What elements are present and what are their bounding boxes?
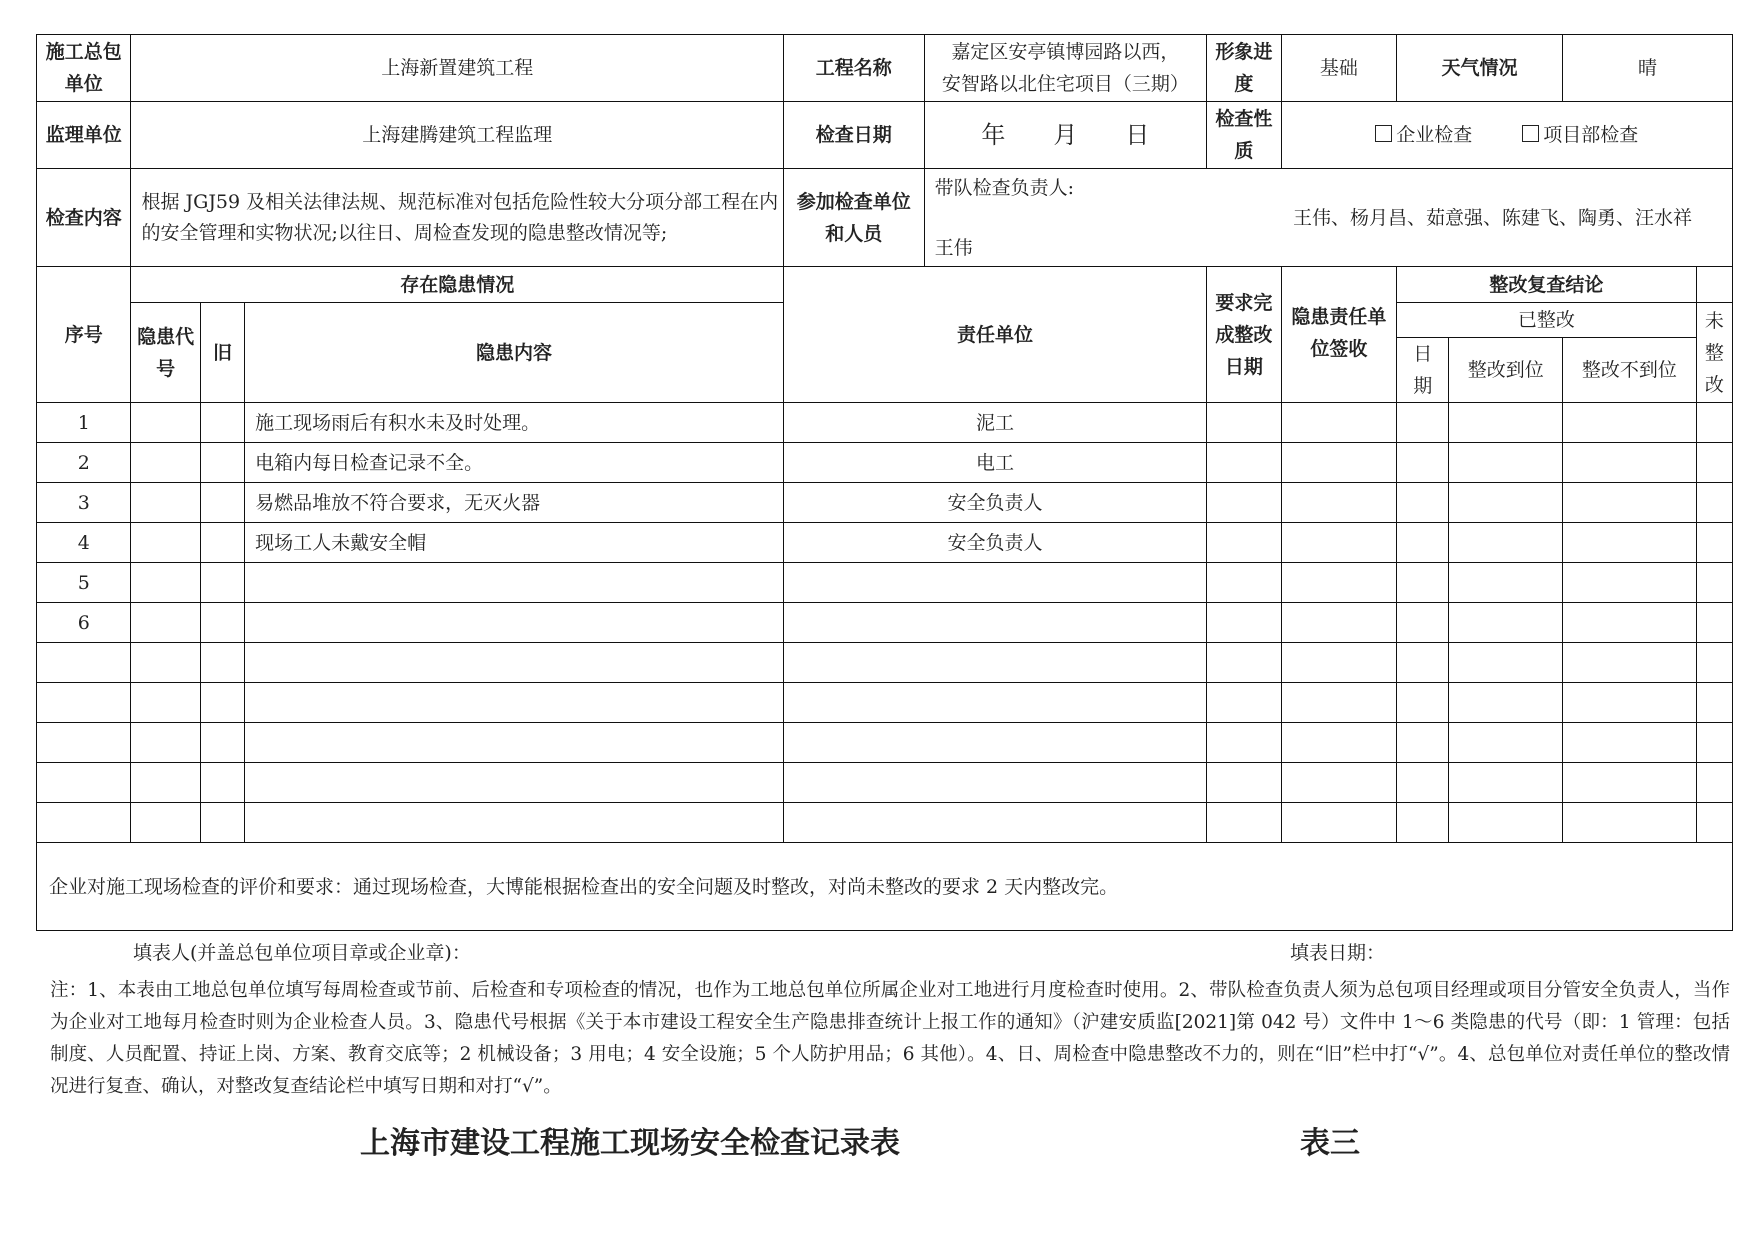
deadline-cell[interactable] — [1207, 483, 1281, 523]
not-in-place-cell[interactable] — [1563, 643, 1697, 683]
hazard-code-header: 隐患代号 — [131, 303, 200, 403]
not-rectified-cell[interactable] — [1696, 803, 1732, 843]
responsible-unit-cell[interactable] — [783, 603, 1206, 643]
deadline-cell[interactable] — [1207, 683, 1281, 723]
not-in-place-cell[interactable] — [1563, 683, 1697, 723]
table-row — [37, 483, 1733, 523]
leader-label: 带队检查负责人: — [934, 176, 1075, 199]
enterprise-check-label: 企业检查 — [1396, 124, 1473, 146]
supervisor-label: 监理单位 — [37, 102, 131, 169]
sign-cell[interactable] — [1281, 643, 1397, 683]
table-row — [37, 403, 1733, 443]
seq-cell: 2 — [37, 443, 131, 483]
contractor-label: 施工总包单位 — [37, 35, 131, 102]
old-cell[interactable] — [200, 723, 244, 763]
responsible-unit-cell[interactable]: 电工 — [783, 443, 1206, 483]
responsible-unit-cell[interactable] — [783, 563, 1206, 603]
table-row — [37, 603, 1733, 643]
hazard-content-cell[interactable]: 电箱内每日检查记录不全。 — [245, 443, 784, 483]
review-header: 整改复查结论 — [1397, 267, 1697, 303]
old-cell[interactable] — [200, 443, 244, 483]
not-in-place-cell[interactable] — [1563, 763, 1697, 803]
table-row — [37, 803, 1733, 843]
hazard-code-cell[interactable] — [131, 443, 200, 483]
participants-label: 参加检查单位和人员 — [783, 169, 924, 267]
hazard-content-cell[interactable] — [245, 603, 784, 643]
sign-cell[interactable] — [1281, 483, 1397, 523]
responsible-unit-cell[interactable]: 泥工 — [783, 403, 1206, 443]
responsible-unit-cell[interactable]: 安全负责人 — [783, 523, 1206, 563]
inspection-date-value[interactable]: 年 月 日 — [924, 102, 1206, 169]
not-in-place-cell[interactable] — [1563, 523, 1697, 563]
hazard-content-cell[interactable] — [245, 563, 784, 603]
not-rectified-cell[interactable] — [1696, 563, 1732, 603]
in-place-cell[interactable] — [1449, 723, 1563, 763]
not-in-place-cell[interactable] — [1563, 403, 1697, 443]
old-cell[interactable] — [200, 803, 244, 843]
table-row — [37, 443, 1733, 483]
review-date-cell[interactable] — [1397, 643, 1449, 683]
sign-cell[interactable] — [1281, 443, 1397, 483]
deadline-cell[interactable] — [1207, 443, 1281, 483]
responsible-unit-cell[interactable]: 安全负责人 — [783, 483, 1206, 523]
old-cell[interactable] — [200, 643, 244, 683]
hazard-content-cell[interactable] — [245, 763, 784, 803]
in-place-cell[interactable] — [1449, 443, 1563, 483]
notes-paragraph: 注：1、本表由工地总包单位填写每周检查或节前、后检查和专项检查的情况，也作为工地总包单位所属企业对工地进行月度检查时使用。2、带队检查负责人须为总包项目经理或项目分管安全负责人，当作为企业对工地每月检查时则为企业检查人员。3、隐患代号根据《关于本市建设工程安全生产隐患排查统计上报工作的通知》（沪建安质监[2021]第 042 号）文件中 1～6 类隐患的代号（即：1 管理：包括制度、人员配置、持证上岗、方案、教育交底等；2 机械设备；3 用电；4 安全设施；5 个人防护用品；6 其他）。4、日、周检查中隐患整改不力的，则在“旧”栏中打“√”。4、总包单位对责任单位的整改情况进行复查、确认，对整改复查结论栏中填写日期和对打“√”。 — [50, 980, 1731, 1097]
not-in-place-cell[interactable] — [1563, 443, 1697, 483]
sign-cell[interactable] — [1281, 603, 1397, 643]
enterprise-check-option[interactable] — [1375, 124, 1472, 146]
old-cell[interactable] — [200, 563, 244, 603]
not-rectified-cell[interactable] — [1696, 643, 1732, 683]
not-in-place-cell[interactable] — [1563, 803, 1697, 843]
seq-cell: 3 — [37, 483, 131, 523]
in-place-header: 整改到位 — [1449, 338, 1563, 403]
review-date-cell[interactable] — [1397, 403, 1449, 443]
hazard-code-cell[interactable] — [131, 483, 200, 523]
progress-label: 形象进度 — [1207, 35, 1281, 102]
hazard-code-cell[interactable] — [131, 803, 200, 843]
sign-cell[interactable] — [1281, 803, 1397, 843]
hazard-content-cell[interactable] — [245, 803, 784, 843]
review-date-header: 日期 — [1397, 338, 1449, 403]
project-name-label: 工程名称 — [783, 35, 924, 102]
hazard-content-cell[interactable]: 易燃品堆放不符合要求，无灭火器 — [245, 483, 784, 523]
seq-header: 序号 — [37, 267, 131, 403]
table-row — [37, 763, 1733, 803]
deadline-cell[interactable] — [1207, 803, 1281, 843]
responsible-unit-cell[interactable] — [783, 803, 1206, 843]
seq-cell — [37, 803, 131, 843]
in-place-cell[interactable] — [1449, 683, 1563, 723]
responsible-unit-header: 责任单位 — [783, 267, 1206, 403]
in-place-cell[interactable] — [1449, 523, 1563, 563]
sign-cell[interactable] — [1281, 763, 1397, 803]
in-place-cell[interactable] — [1449, 763, 1563, 803]
responsible-unit-cell[interactable] — [783, 763, 1206, 803]
project-check-option[interactable] — [1522, 124, 1638, 146]
not-in-place-cell[interactable] — [1563, 563, 1697, 603]
hazard-code-cell[interactable] — [131, 523, 200, 563]
project-name-line-1: 嘉定区安亭镇博园路以西， — [951, 41, 1180, 63]
project-check-label: 项目部检查 — [1543, 124, 1639, 146]
hazard-code-cell[interactable] — [131, 403, 200, 443]
deadline-cell[interactable] — [1207, 763, 1281, 803]
review-date-cell[interactable] — [1397, 523, 1449, 563]
table-row — [37, 563, 1733, 603]
weather-value: 晴 — [1563, 35, 1733, 102]
old-cell[interactable] — [200, 523, 244, 563]
inspection-nature-options — [1281, 102, 1732, 169]
in-place-cell[interactable] — [1449, 483, 1563, 523]
hazard-code-cell[interactable] — [131, 683, 200, 723]
review-date-cell[interactable] — [1397, 683, 1449, 723]
not-rectified-cell[interactable] — [1696, 443, 1732, 483]
enterprise-check-checkbox[interactable] — [1375, 125, 1392, 142]
seq-cell — [37, 643, 131, 683]
project-name-value — [924, 35, 1206, 102]
inspection-nature-label: 检查性质 — [1207, 102, 1281, 169]
deadline-cell[interactable] — [1207, 403, 1281, 443]
sign-header: 隐患责任单位签收 — [1281, 267, 1397, 403]
not-rectified-cell[interactable] — [1696, 483, 1732, 523]
seq-cell — [37, 763, 131, 803]
review-header-blank — [1696, 267, 1732, 303]
project-name-line-2: 安智路以北住宅项目（三期） — [941, 73, 1189, 95]
progress-value: 基础 — [1281, 35, 1397, 102]
deadline-cell[interactable] — [1207, 643, 1281, 683]
sign-cell[interactable] — [1281, 683, 1397, 723]
inspection-content-value: 根据 JGJ59 及相关法律法规、规范标准对包括危险性较大分项分部工程在内的安全管理和实物状况;以往日、周检查发现的隐患整改情况等; — [131, 169, 783, 267]
fill-date-label: 填表日期： — [1290, 942, 1386, 964]
weather-label: 天气情况 — [1397, 35, 1563, 102]
hazard-code-cell[interactable] — [131, 563, 200, 603]
review-date-cell[interactable] — [1397, 483, 1449, 523]
hazard-content-cell[interactable] — [245, 683, 784, 723]
hazard-situation-header: 存在隐患情况 — [131, 267, 783, 303]
table-row — [37, 643, 1733, 683]
review-date-cell[interactable] — [1397, 563, 1449, 603]
hazard-code-cell[interactable] — [131, 643, 200, 683]
table-row — [37, 723, 1733, 763]
participants-value — [924, 169, 1732, 267]
review-date-cell[interactable] — [1397, 603, 1449, 643]
old-cell[interactable] — [200, 763, 244, 803]
rectified-header: 已整改 — [1397, 303, 1697, 338]
form-title: 上海市建设工程施工现场安全检查记录表 — [360, 1126, 900, 1161]
seq-cell: 4 — [37, 523, 131, 563]
not-rectified-cell[interactable] — [1696, 723, 1732, 763]
filler-label: 填表人(并盖总包单位项目章或企业章)： — [133, 942, 471, 964]
not-rectified-cell[interactable] — [1696, 523, 1732, 563]
old-cell[interactable] — [200, 483, 244, 523]
hazard-content-header: 隐患内容 — [245, 303, 784, 403]
supervisor-value: 上海建腾建筑工程监理 — [131, 102, 783, 169]
old-header: 旧 — [200, 303, 244, 403]
in-place-cell[interactable] — [1449, 563, 1563, 603]
leader-name: 王伟 — [934, 236, 973, 259]
hazard-code-cell[interactable] — [131, 763, 200, 803]
old-cell[interactable] — [200, 403, 244, 443]
deadline-cell[interactable] — [1207, 723, 1281, 763]
project-check-checkbox[interactable] — [1522, 125, 1539, 142]
inspection-record-sheet — [36, 34, 1733, 931]
not-rectified-cell[interactable] — [1696, 763, 1732, 803]
seq-cell: 1 — [37, 403, 131, 443]
not-in-place-cell[interactable] — [1563, 723, 1697, 763]
responsible-unit-cell[interactable] — [783, 643, 1206, 683]
inspection-table — [36, 34, 1733, 931]
deadline-header: 要求完成整改日期 — [1207, 267, 1281, 403]
responsible-unit-cell[interactable] — [783, 723, 1206, 763]
review-date-cell[interactable] — [1397, 443, 1449, 483]
not-in-place-header: 整改不到位 — [1563, 338, 1697, 403]
not-in-place-cell[interactable] — [1563, 483, 1697, 523]
hazard-content-cell[interactable] — [245, 643, 784, 683]
hazard-code-cell[interactable] — [131, 603, 200, 643]
table-row — [37, 683, 1733, 723]
old-cell[interactable] — [200, 683, 244, 723]
sign-cell[interactable] — [1281, 403, 1397, 443]
in-place-cell[interactable] — [1449, 643, 1563, 683]
hazard-content-cell[interactable]: 现场工人未戴安全帽 — [245, 523, 784, 563]
enterprise-evaluation[interactable]: 企业对施工现场检查的评价和要求：通过现场检查，大博能根据检查出的安全问题及时整改，对尚未整改的要求 2 天内整改完。 — [37, 843, 1733, 931]
review-date-cell[interactable] — [1397, 763, 1449, 803]
responsible-unit-cell[interactable] — [783, 683, 1206, 723]
in-place-cell[interactable] — [1449, 603, 1563, 643]
review-date-cell[interactable] — [1397, 803, 1449, 843]
not-rectified-cell[interactable] — [1696, 603, 1732, 643]
deadline-cell[interactable] — [1207, 563, 1281, 603]
inspection-date-label: 检查日期 — [783, 102, 924, 169]
hazard-code-cell[interactable] — [131, 723, 200, 763]
seq-cell: 6 — [37, 603, 131, 643]
hazard-content-cell[interactable] — [245, 723, 784, 763]
sign-cell[interactable] — [1281, 723, 1397, 763]
inspection-content-label: 检查内容 — [37, 169, 131, 267]
not-rectified-header: 未整改 — [1696, 303, 1732, 403]
deadline-cell[interactable] — [1207, 523, 1281, 563]
table-row — [37, 523, 1733, 563]
deadline-cell[interactable] — [1207, 603, 1281, 643]
member-list: 王伟、杨月昌、茹意强、陈建飞、陶勇、汪水祥 — [1292, 206, 1692, 229]
in-place-cell[interactable] — [1449, 803, 1563, 843]
in-place-cell[interactable] — [1449, 403, 1563, 443]
sign-cell[interactable] — [1281, 523, 1397, 563]
contractor-value: 上海新置建筑工程 — [131, 35, 783, 102]
sign-cell[interactable] — [1281, 563, 1397, 603]
hazard-content-cell[interactable]: 施工现场雨后有积水未及时处理。 — [245, 403, 784, 443]
review-date-cell[interactable] — [1397, 723, 1449, 763]
not-in-place-cell[interactable] — [1563, 603, 1697, 643]
form-number: 表三 — [1300, 1126, 1360, 1161]
old-cell[interactable] — [200, 603, 244, 643]
seq-cell — [37, 683, 131, 723]
seq-cell — [37, 723, 131, 763]
not-rectified-cell[interactable] — [1696, 403, 1732, 443]
not-rectified-cell[interactable] — [1696, 683, 1732, 723]
seq-cell: 5 — [37, 563, 131, 603]
